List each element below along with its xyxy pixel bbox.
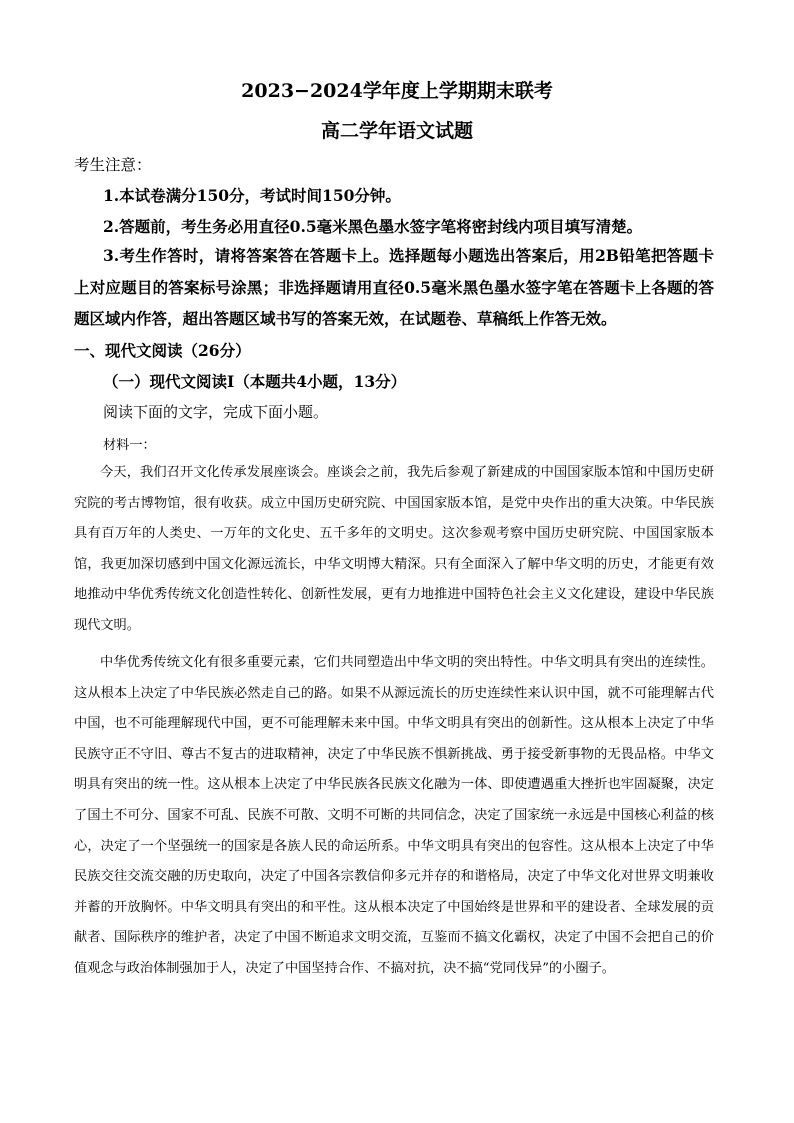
exam-subtitle: 高二学年语文试题	[320, 120, 473, 142]
notice-heading: 考生注意：	[74, 156, 152, 174]
section-heading: 一、现代文阅读（26分）	[74, 341, 251, 360]
material-label: 材料一：	[103, 438, 156, 453]
notice-item-2: 2.答题前，考生务必用直径0.5毫米黑色墨水签字笔将密封线内项目填写清楚。	[103, 217, 643, 236]
material-paragraph-1: 今天，我们召开文化传承发展座谈会。座谈会之前，我先后参观了新建成的中国国家版本馆和中国历史研究院的考古博物馆，很有收获。成立中国历史研究院、中国国家版本馆，是党中央作出的重大决策。中华民族具有百万年的人类史、一万年的文化史、五千多年的文明史。这次参观考察中国历史研究院、中国国家版本馆，我更加深切感到中国文化源远流长，中华文明博大精深。只有全面深入了解中华文明的历史，才能更有效地推动中华优秀传统文化创造性转化、创新性发展，更有力地推进中国特色社会主义文化建设，建设中华民族现代文明。	[74, 465, 714, 633]
notice-item-3: 3.考生作答时，请将答案答在答题卡上。选择题每小题选出答案后，用2B铅笔把答题卡上对应题目的答案标号涂黑；非选择题请用直径0.5毫米黑色墨水签字笔在答题卡上各题的答题区域内作答，超出答题区域书写的答案无效，在试题卷、草稿纸上作答无效。	[74, 246, 714, 328]
material-paragraph-2: 中华优秀传统文化有很多重要元素，它们共同塑造出中华文明的突出特性。中华文明具有突出的连续性。这从根本上决定了中华民族必然走自己的路。如果不从源远流长的历史连续性来认识中国，就不可能理解古代中国，也不可能理解现代中国，更不可能理解未来中国。中华文明具有突出的创新性。这从根本上决定了中华民族守正不守旧、尊古不复古的进取精神，决定了中华民族不惧新挑战、勇于接受新事物的无畏品格。中华文明具有突出的统一性。这从根本上决定了中华民族各民族文化融为一体、即使遭遇重大挫折也牢固凝聚，决定了国土不可分、国家不可乱、民族不可散、文明不可断的共同信念，决定了国家统一永远是中国核心利益的核心，决定了一个坚强统一的国家是各族人民的命运所系。中华文明具有突出的包容性。这从根本上决定了中华民族交往交流交融的历史取向，决定了中国各宗教信仰多元并存的和谐格局，决定了中华文化对世界文明兼收并蓄的开放胸怀。中华文明具有突出的和平性。这从根本决定了中国始终是世界和平的建设者、全球发展的贡献者、国际秩序的维护者，决定了中国不断追求文明交流，互鉴而不搞文化霸权，决定了中国不会把自己的价值观念与政治体制强加于人，决定了中国坚持合作、不搞对抗，决不搞“党同伐异”的小圈子。	[74, 655, 714, 976]
section-subheading: （一）现代文阅读Ⅰ（本题共4小题，13分）	[103, 372, 407, 391]
reading-instruction: 阅读下面的文字，完成下面小题。	[103, 403, 329, 421]
exam-title: 2023−2024学年度上学期期末联考	[241, 80, 553, 102]
notice-item-1: 1.本试卷满分150分，考试时间150分钟。	[103, 186, 401, 205]
